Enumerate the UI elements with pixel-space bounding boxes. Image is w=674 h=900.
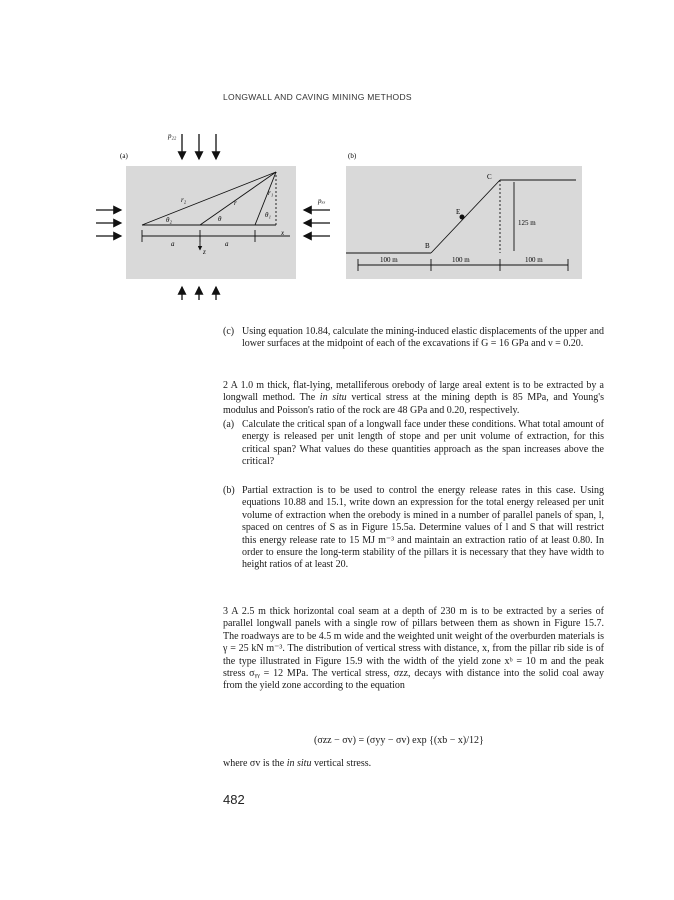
figure-15: [0, 0, 674, 300]
right-load-arrows: [304, 210, 330, 236]
top-load-arrows: [182, 134, 216, 159]
question-2a-label: (a): [223, 419, 235, 430]
span2-label: 100 m: [452, 256, 470, 264]
a-right-label: a: [225, 240, 229, 248]
span3-label: 100 m: [525, 256, 543, 264]
z-axis-label: z: [203, 248, 206, 256]
equation-note: where σv is the in situ vertical stress.: [223, 758, 372, 769]
height-label: 125 m: [518, 219, 536, 227]
theta1-label: θ₁: [265, 211, 271, 219]
pxx-label: pₓₓ: [318, 197, 326, 205]
left-load-arrows: [96, 210, 121, 236]
question-1c-text: Using equation 10.84, calculate the mining-induced elastic displacements of the upper and lower surfaces at the midpoint of each of the excavations if G = 16 GPa and ν = 0.20.: [242, 326, 604, 350]
question-2b-text: Partial extraction is to be used to control the energy release rates in this case. Using equations 10.88 and 15.1, write down an expression for the total energy released per unit volume of extraction when the orebody is mined in a number of parallel panels of span, l, spaced on centres of S as in Figure 15.5a. Determine values of l and S that will restrict this energy release rate to 15 MJ m⁻³ and maintain an extraction ratio of at least 0.80. In order to ensure the long-term stability of the pillars it is necessary that they have width to height ratios of at least 20.: [242, 485, 604, 571]
question-2-intro: 2 A 1.0 m thick, flat-lying, metalliferous orebody of large areal extent is to be extracted by a longwall method. The in situ vertical stress at the mining depth is 85 MPa, and Young's modulus and Poisson's ratio of the rock are 48 GPa and 0.20, respectively.: [223, 380, 604, 416]
rock-mass-a: [126, 166, 296, 279]
question-1c-label: (c): [223, 326, 235, 337]
r2-label: r₂: [181, 196, 187, 204]
panel-a-label: (a): [120, 152, 128, 160]
a-left-label: a: [171, 240, 175, 248]
question-2a: [223, 419, 604, 469]
question-2a-text: Calculate the critical span of a longwall face under these conditions. What total amount of energy is released per unit length of stope and per unit volume of extraction, for this critical span? What values do these quantities approach as the span increases above the critical?: [242, 419, 604, 468]
running-header: LONGWALL AND CAVING MINING METHODS: [223, 92, 412, 102]
point-e-label: E: [456, 208, 461, 216]
x-axis-label: x: [281, 229, 285, 237]
r1-label: r₁: [268, 189, 274, 197]
panel-b-label: (b): [348, 152, 357, 160]
question-2b-label: (b): [223, 485, 235, 496]
pzz-label: p₂₂: [168, 132, 177, 140]
theta-label: θ: [218, 215, 222, 223]
point-b-label: B: [425, 242, 430, 250]
question-1c: [223, 326, 604, 351]
point-c-label: C: [487, 173, 492, 181]
theta2-label: θ₂: [166, 216, 172, 224]
r-label: r: [234, 199, 237, 207]
page-number: 482: [223, 792, 245, 807]
bottom-load-arrows: [182, 287, 216, 300]
question-2b: [223, 485, 604, 572]
question-3-text: 3 A 2.5 m thick horizontal coal seam at a depth of 230 m is to be extracted by a series of parallel longwall panels with a single row of pillars between them as shown in Figure 15.7. The roadways are to be 4.5 m wide and the weighted unit weight of the overburden materials is γ = 25 kN m⁻³. The distribution of vertical stress with distance, x, from the pillar rib side is of the type illustrated in Figure 15.9 with the width of the yield zone xᵇ = 10 m and the peak stress σᵧᵧ = 12 MPa. The vertical stress, σzz, decays with distance into the solid coal away from the yield zone according to the equation: [223, 606, 604, 692]
span1-label: 100 m: [380, 256, 398, 264]
stress-equation: (σzz − σv) = (σyy − σv) exp {(xb − x)/12}: [314, 735, 484, 746]
